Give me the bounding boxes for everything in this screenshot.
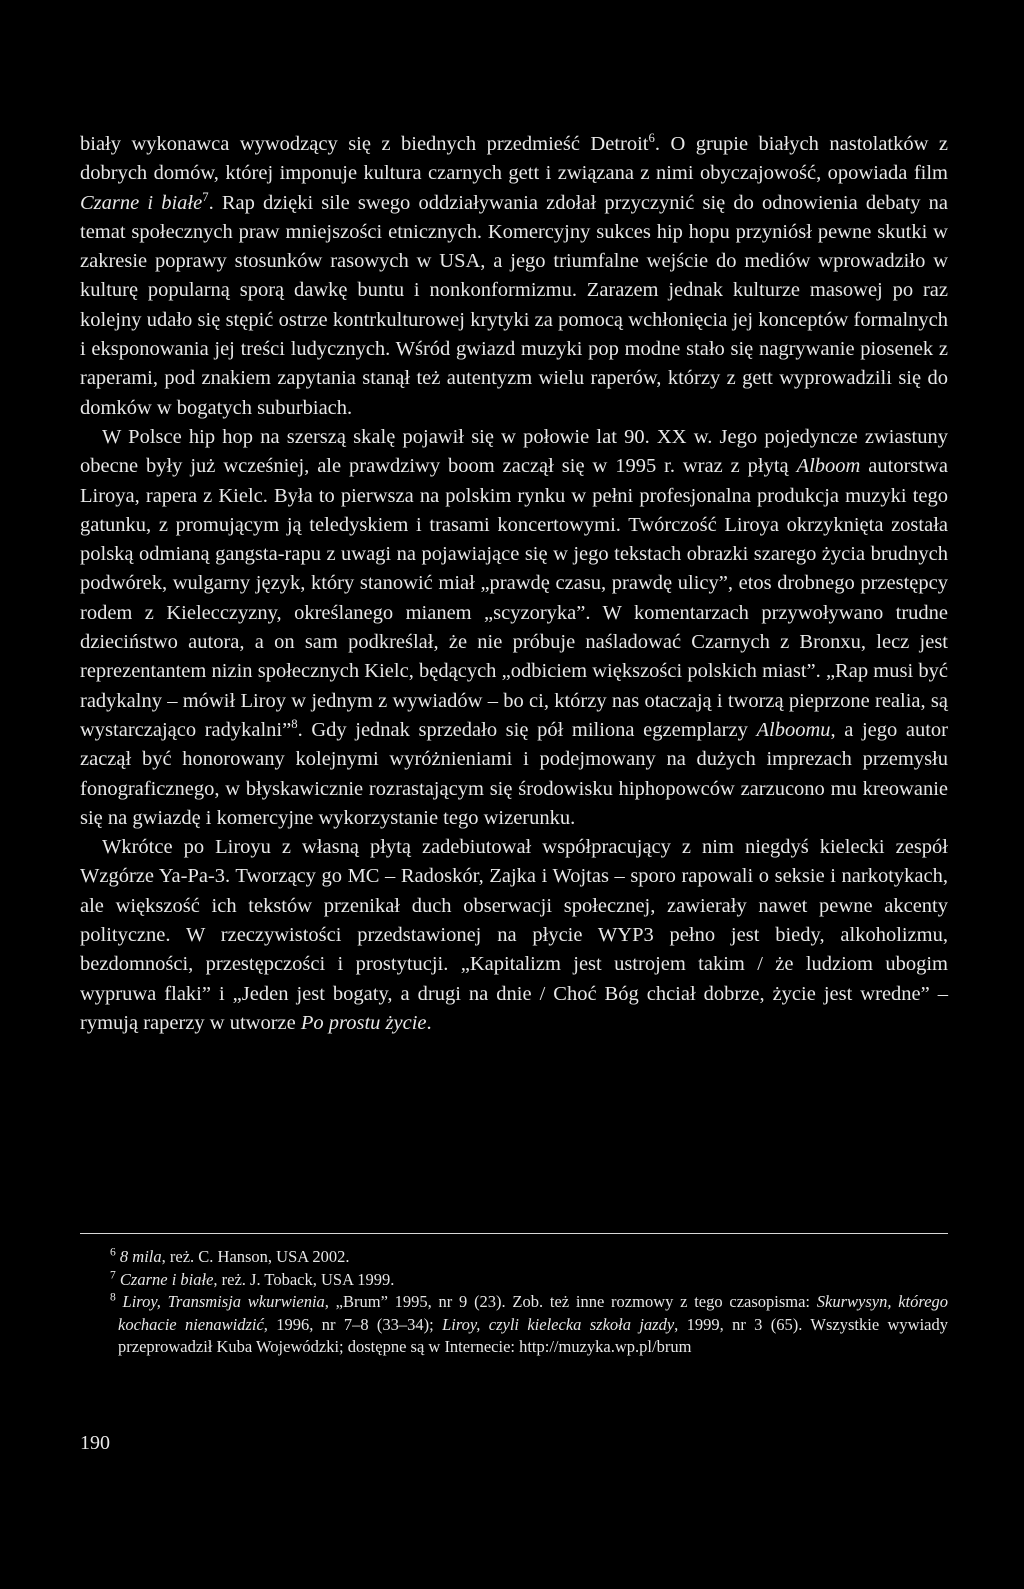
footnote-8 — [110, 1291, 948, 1359]
footnote-text: , reż. C. Hanson, USA 2002. — [161, 1247, 350, 1266]
song-title: Po prostu życie — [300, 1011, 427, 1034]
text-run: Wkrótce po Liroyu z własną płytą zadebiutował współpracujący z nim niegdyś kielecki zespół Wzgórze Ya-Pa-3. Tworzący go MC – Radoskór, Zajka i Wojtas – sporo rapowali o seksie i narkotykach, ale większość ich tekstów przenikał duch obserwacji społecznej, zawierały nawet pewne akcenty polityczne. W rzeczywistości przedstawionej na płycie WYP3 pełno jest biedy, alkoholizmu, bezdomności, przestępczości i prostytucji. „Kapitalizm jest ustrojem takim / że ludziom ubogim wypruwa flaki” i „Jeden jest bogaty, a drugi na dnie / Choć Bóg chciał dobrze, życie jest wredne” – rymują raperzy w utworze — [80, 836, 948, 1034]
footnote-text: , reż. J. Toback, USA 1999. — [213, 1269, 395, 1289]
page-number: 190 — [80, 1432, 110, 1454]
footnote-title: 8 mila — [119, 1247, 162, 1266]
footnote-separator — [80, 1233, 948, 1234]
text-run: , a jego autor zaczął być honorowany kolejnymi wyróżnieniami i podejmowany na dużych imprezach przemysłu fonograficznego, w błyskawicznie rozrastającym się środowisku hiphopowców zarzucono mu kreowanie się na gwiazdę i komercyjne wykorzystanie tego wizerunku. — [80, 718, 949, 829]
album-title: Alboomu — [756, 718, 831, 741]
text-run: biały wykonawca wywodzący się z biednych przedmieść Detroit — [80, 133, 649, 155]
footnote-ref-6[interactable]: 6 — [648, 131, 655, 146]
text-run: . Rap dzięki sile swego oddziaływania zdołał przyczynić się do odnowienia debaty na temat społecznych praw mniejszości etnicznych. Komercyjny sukces hip hopu przyniósł pewne skutki w zakresie poprawy stosunków rasowych w USA, a jego triumfalne wejście do mediów wprowadziło w kulturę popularną sporą dawkę buntu i nonkonformizmu. Zarazem jednak kulturze masowej po raz kolejny udało się stępić ostrze kontrkulturowej krytyki za pomocą wchłonięcia jej konceptów formalnych i eksponowania jej treści ludycznych. Wśród gwiazd muzyki pop modne stało się nagrywanie piosenek z raperami, pod znakiem zapytania stanął też autentyzm wielu raperów, którzy z gett wyprowadzili się do domków w bogatych suburbiach. — [80, 191, 948, 419]
footnote-ref-7[interactable]: 7 — [202, 189, 209, 204]
footnotes — [110, 1246, 948, 1359]
paragraph-3 — [80, 833, 948, 1038]
footnote-6 — [110, 1246, 948, 1269]
footnote-title: Liroy, czyli kielecka szkoła jazdy — [442, 1314, 675, 1334]
footnote-title: Czarne i białe — [119, 1269, 214, 1289]
film-title: Czarne i białe — [80, 191, 203, 214]
footnote-text: , 1996, nr 7–8 (33–34); — [263, 1314, 443, 1334]
footnote-text: , 1999, nr 3 (65). Wszystkie wywiady przeprowadził Kuba Wojewódzki; dostępne są w Internecie: http://muzyka.wp.pl/brum — [118, 1314, 948, 1357]
footnote-title: Liroy, Transmisja wkurwienia — [122, 1292, 325, 1312]
footnote-number: 8 — [110, 1291, 116, 1304]
text-run: . — [426, 1011, 432, 1034]
footnote-number: 7 — [110, 1269, 116, 1282]
footnote-title: Skurwysyn, którego kochacie nienawidzić — [118, 1292, 949, 1334]
paragraph-2 — [80, 423, 948, 833]
album-title: Alboom — [796, 455, 861, 478]
footnote-7 — [110, 1269, 948, 1292]
footnote-text: , „Brum” 1995, nr 9 (23). Zob. też inne rozmowy z tego czasopisma: — [324, 1292, 817, 1312]
text-run: autorstwa Liroya, rapera z Kielc. Była to pierwsza na polskim rynku w pełni profesjonalna produkcja muzyki tego gatunku, z promującym ją teledyskiem i trasami koncertowymi. Twórczość Liroya okrzyknięta została polską odmianą gangsta-rapu z uwagi na pojawiające się w jego tekstach obrazki szarego życia brudnych podwórek, wulgarny język, który stanowić miał „prawdę czasu, prawdę ulicy”, etos drobnego przestępcy rodem z Kielecczyzny, określanego mianem „scyzoryka”. W komentarzach przywoływano trudne dzieciństwo autora, a on sam podkreślał, że nie próbuje naśladować Czarnych z Bronxu, lecz jest reprezentantem nizin społecznych Kielc, będących „odbiciem większości polskich miast”. „Rap musi być radykalny – mówił Liroy w jednym z wywiadów – bo ci, którzy nas otaczają i tworzą pieprzone realia, są wystarczająco radykalni” — [80, 455, 949, 741]
paragraph-1 — [80, 130, 948, 423]
main-text — [80, 130, 948, 1038]
text-run: W Polsce hip hop na szerszą skalę pojawił się w połowie lat 90. XX w. Jego pojedyncze zwiastuny obecne były już wcześniej, ale prawdziwy boom zaczął się w 1995 r. wraz z płytą — [80, 425, 948, 478]
text-run: . O grupie białych nastolatków z dobrych domów, której imponuje kultura czarnych gett i związana z nimi obyczajowość, opowiada film — [80, 133, 948, 185]
footnote-ref-8[interactable]: 8 — [291, 717, 298, 732]
text-run: . Gdy jednak sprzedało się pół miliona egzemplarzy — [297, 718, 757, 741]
footnote-number: 6 — [110, 1246, 116, 1259]
